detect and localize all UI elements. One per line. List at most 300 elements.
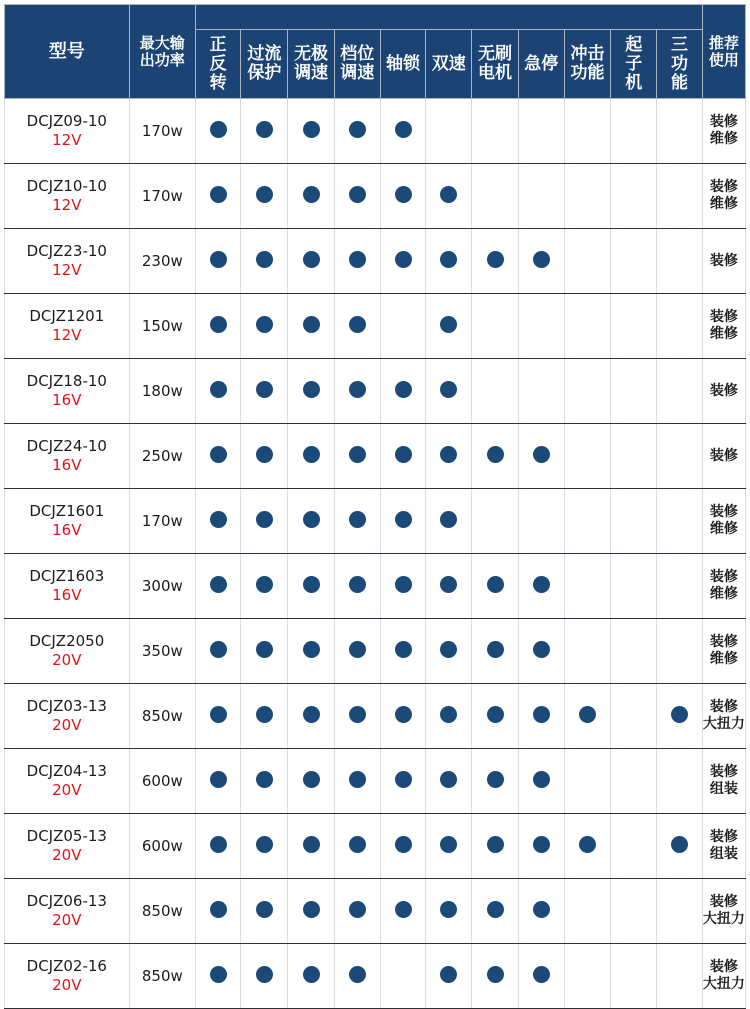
power-cell: 170w xyxy=(129,99,195,164)
table-row xyxy=(5,164,746,229)
feature-cell xyxy=(241,814,288,879)
feature-cell xyxy=(426,489,472,554)
feature-cell xyxy=(611,489,657,554)
feature-cell xyxy=(657,619,702,684)
feature-header xyxy=(472,30,518,99)
feature-header-label: 急停 xyxy=(524,53,559,74)
feature-cell xyxy=(334,359,380,424)
feature-cell xyxy=(241,879,288,944)
feature-dot-icon xyxy=(349,836,366,853)
feature-cell xyxy=(518,684,564,749)
recommend-cell: 装修 维修 xyxy=(702,619,745,684)
feature-dot-icon xyxy=(256,186,273,203)
feature-header-label: 双速 xyxy=(431,53,466,74)
feature-dot-icon xyxy=(395,706,412,723)
feature-cell xyxy=(288,944,334,1009)
model-name: DCJZ23-10 xyxy=(26,242,107,260)
feature-cell xyxy=(518,814,564,879)
feature-cell xyxy=(472,294,518,359)
feature-dot-icon xyxy=(671,836,688,853)
feature-dot-icon xyxy=(349,121,366,138)
feature-cell xyxy=(241,99,288,164)
feature-dot-icon xyxy=(349,446,366,463)
feature-dot-icon xyxy=(440,186,457,203)
feature-dot-icon xyxy=(210,381,227,398)
feature-dot-icon xyxy=(395,576,412,593)
model-cell xyxy=(5,749,130,814)
feature-cell xyxy=(564,294,610,359)
feature-cell xyxy=(380,814,425,879)
feature-cell xyxy=(611,814,657,879)
feature-dot-icon xyxy=(395,901,412,918)
feature-cell xyxy=(426,99,472,164)
feature-cell xyxy=(334,749,380,814)
feature-cell xyxy=(334,619,380,684)
feature-cell xyxy=(564,619,610,684)
feature-dot-icon xyxy=(440,381,457,398)
model-cell xyxy=(5,164,130,229)
model-cell xyxy=(5,879,130,944)
feature-cell xyxy=(518,99,564,164)
feature-cell xyxy=(518,164,564,229)
feature-dot-icon xyxy=(256,446,273,463)
feature-cell xyxy=(334,814,380,879)
feature-dot-icon xyxy=(303,836,320,853)
feature-dot-icon xyxy=(256,316,273,333)
feature-cell xyxy=(241,229,288,294)
feature-cell xyxy=(518,944,564,1009)
table-body xyxy=(5,99,746,1009)
feature-cell xyxy=(657,294,702,359)
feature-dot-icon xyxy=(303,576,320,593)
feature-cell xyxy=(334,424,380,489)
feature-dot-icon xyxy=(487,641,504,658)
feature-cell xyxy=(657,359,702,424)
voltage-label: 20V xyxy=(52,651,82,669)
feature-cell xyxy=(518,554,564,619)
feature-dot-icon xyxy=(256,901,273,918)
feature-dot-icon xyxy=(303,251,320,268)
feature-cell xyxy=(241,164,288,229)
feature-cell xyxy=(611,424,657,489)
model-cell xyxy=(5,99,130,164)
model-name: DCJZ10-10 xyxy=(26,177,107,195)
model-name: DCJZ18-10 xyxy=(26,372,107,390)
feature-dot-icon xyxy=(349,641,366,658)
feature-dot-icon xyxy=(349,576,366,593)
feature-cell xyxy=(472,359,518,424)
feature-dot-icon xyxy=(395,836,412,853)
model-cell xyxy=(5,229,130,294)
feature-cell xyxy=(426,684,472,749)
feature-dot-icon xyxy=(303,121,320,138)
feature-dot-icon xyxy=(440,641,457,658)
feature-cell xyxy=(334,554,380,619)
recommend-cell: 装修 维修 xyxy=(702,99,745,164)
feature-header xyxy=(657,30,702,99)
feature-cell xyxy=(518,294,564,359)
feature-dot-icon xyxy=(349,901,366,918)
feature-dot-icon xyxy=(210,836,227,853)
feature-cell xyxy=(611,944,657,1009)
feature-dot-icon xyxy=(210,706,227,723)
feature-cell xyxy=(288,554,334,619)
feature-dot-icon xyxy=(256,121,273,138)
feature-header xyxy=(334,30,380,99)
feature-dot-icon xyxy=(210,121,227,138)
feature-cell xyxy=(195,814,240,879)
power-cell: 180w xyxy=(129,359,195,424)
feature-cell xyxy=(611,164,657,229)
feature-dot-icon xyxy=(349,706,366,723)
feature-cell xyxy=(334,229,380,294)
feature-cell xyxy=(334,164,380,229)
feature-cell xyxy=(380,944,425,1009)
feature-cell xyxy=(241,424,288,489)
model-cell xyxy=(5,294,130,359)
feature-header-label: 档位 调速 xyxy=(340,44,375,83)
feature-dot-icon xyxy=(210,316,227,333)
feature-header-label: 无刷 电机 xyxy=(478,44,512,83)
feature-cell xyxy=(518,619,564,684)
recommend-cell: 装修 维修 xyxy=(702,554,745,619)
feature-header xyxy=(426,30,472,99)
feature-header-label: 冲击 功能 xyxy=(570,44,605,83)
feature-cell xyxy=(564,554,610,619)
power-cell: 850w xyxy=(129,684,195,749)
table-row xyxy=(5,814,746,879)
feature-cell xyxy=(195,879,240,944)
model-name: DCJZ05-13 xyxy=(26,827,107,845)
model-name: DCJZ1201 xyxy=(29,307,105,325)
power-cell: 600w xyxy=(129,749,195,814)
feature-cell xyxy=(380,229,425,294)
feature-dot-icon xyxy=(533,706,550,723)
feature-cell xyxy=(380,684,425,749)
power-cell: 150w xyxy=(129,294,195,359)
power-cell: 170w xyxy=(129,489,195,554)
feature-dot-icon xyxy=(440,251,457,268)
feature-cell xyxy=(657,99,702,164)
feature-header xyxy=(380,30,425,99)
feature-cell xyxy=(426,879,472,944)
recommend-cell: 装修 组装 xyxy=(702,749,745,814)
feature-dot-icon xyxy=(303,186,320,203)
feature-cell xyxy=(288,99,334,164)
feature-cell xyxy=(380,424,425,489)
feature-cell xyxy=(472,554,518,619)
feature-cell xyxy=(657,554,702,619)
feature-cell xyxy=(611,294,657,359)
feature-dot-icon xyxy=(210,251,227,268)
feature-cell xyxy=(241,489,288,554)
feature-dot-icon xyxy=(210,576,227,593)
feature-cell xyxy=(472,489,518,554)
feature-cell xyxy=(334,99,380,164)
table-row xyxy=(5,619,746,684)
feature-dot-icon xyxy=(349,511,366,528)
power-cell: 350w xyxy=(129,619,195,684)
feature-dot-icon xyxy=(256,511,273,528)
feature-cell xyxy=(472,424,518,489)
voltage-label: 16V xyxy=(52,456,82,474)
feature-cell xyxy=(380,489,425,554)
feature-dot-icon xyxy=(303,446,320,463)
feature-dot-icon xyxy=(303,706,320,723)
recommend-cell: 装修 xyxy=(702,359,745,424)
feature-cell xyxy=(195,619,240,684)
feature-cell xyxy=(472,684,518,749)
feature-cell xyxy=(380,294,425,359)
table-row xyxy=(5,229,746,294)
feature-cell xyxy=(657,164,702,229)
feature-cell xyxy=(241,359,288,424)
feature-cell xyxy=(657,489,702,554)
feature-dot-icon xyxy=(395,771,412,788)
feature-dot-icon xyxy=(533,836,550,853)
feature-cell xyxy=(472,619,518,684)
feature-cell xyxy=(195,99,240,164)
feature-cell xyxy=(472,749,518,814)
feature-dot-icon xyxy=(533,771,550,788)
feature-cell xyxy=(334,879,380,944)
feature-header-label: 三 功 能 xyxy=(671,34,689,93)
voltage-label: 20V xyxy=(52,976,82,994)
feature-cell xyxy=(472,99,518,164)
feature-cell xyxy=(611,749,657,814)
feature-dot-icon xyxy=(533,966,550,983)
feature-dot-icon xyxy=(487,251,504,268)
feature-cell xyxy=(657,814,702,879)
feature-dot-icon xyxy=(303,901,320,918)
voltage-label: 20V xyxy=(52,716,82,734)
feature-header xyxy=(564,30,610,99)
feature-dot-icon xyxy=(440,706,457,723)
feature-cell xyxy=(472,164,518,229)
feature-dot-icon xyxy=(395,251,412,268)
feature-cell xyxy=(195,424,240,489)
voltage-label: 12V xyxy=(52,131,82,149)
feature-cell xyxy=(380,749,425,814)
feature-cell xyxy=(288,814,334,879)
feature-cell xyxy=(288,294,334,359)
feature-dot-icon xyxy=(303,966,320,983)
feature-dot-icon xyxy=(487,966,504,983)
feature-cell xyxy=(564,489,610,554)
feature-cell xyxy=(195,359,240,424)
feature-cell xyxy=(426,424,472,489)
feature-cell xyxy=(564,424,610,489)
feature-cell xyxy=(611,554,657,619)
table-row xyxy=(5,294,746,359)
feature-dot-icon xyxy=(210,966,227,983)
table-row xyxy=(5,944,746,1009)
feature-cell xyxy=(241,684,288,749)
feature-header-label: 正 反 转 xyxy=(209,34,227,93)
feature-cell xyxy=(195,749,240,814)
feature-cell xyxy=(611,229,657,294)
recommend-cell: 装修 xyxy=(702,424,745,489)
feature-dot-icon xyxy=(487,706,504,723)
feature-cell xyxy=(472,879,518,944)
recommend-cell: 装修 大扭力 xyxy=(702,944,745,1009)
voltage-label: 20V xyxy=(52,911,82,929)
spec-table xyxy=(4,4,746,1009)
recommend-cell: 装修 xyxy=(702,229,745,294)
feature-cell xyxy=(288,229,334,294)
feature-header xyxy=(611,30,657,99)
feature-cell xyxy=(518,424,564,489)
voltage-label: 16V xyxy=(52,521,82,539)
table-row xyxy=(5,879,746,944)
feature-cell xyxy=(564,749,610,814)
feature-header xyxy=(518,30,564,99)
feature-cell xyxy=(564,814,610,879)
feature-cell xyxy=(380,164,425,229)
feature-cell xyxy=(518,879,564,944)
feature-header xyxy=(288,30,334,99)
feature-dot-icon xyxy=(487,771,504,788)
feature-dot-icon xyxy=(256,381,273,398)
feature-cell xyxy=(288,489,334,554)
model-name: DCJZ1603 xyxy=(29,567,105,585)
voltage-label: 12V xyxy=(52,326,82,344)
feature-dot-icon xyxy=(440,836,457,853)
feature-cell xyxy=(426,944,472,1009)
features-header-band xyxy=(195,5,702,30)
feature-cell xyxy=(195,164,240,229)
feature-dot-icon xyxy=(210,446,227,463)
feature-cell xyxy=(564,359,610,424)
model-name: DCJZ04-13 xyxy=(26,762,107,780)
recommend-header: 推荐 使用 xyxy=(702,5,745,99)
model-name: DCJZ2050 xyxy=(29,632,105,650)
feature-dot-icon xyxy=(395,121,412,138)
power-cell: 300w xyxy=(129,554,195,619)
feature-header-label: 无极 调速 xyxy=(294,44,329,83)
feature-cell xyxy=(288,619,334,684)
feature-cell xyxy=(334,944,380,1009)
voltage-label: 12V xyxy=(52,196,82,214)
feature-cell xyxy=(657,424,702,489)
feature-dot-icon xyxy=(440,576,457,593)
power-cell: 850w xyxy=(129,944,195,1009)
table-row xyxy=(5,489,746,554)
feature-header-label: 起 子 机 xyxy=(625,34,643,93)
voltage-label: 12V xyxy=(52,261,82,279)
model-name: DCJZ02-16 xyxy=(26,957,107,975)
feature-cell xyxy=(426,294,472,359)
feature-cell xyxy=(288,684,334,749)
feature-dot-icon xyxy=(533,446,550,463)
feature-dot-icon xyxy=(440,966,457,983)
recommend-cell: 装修 组装 xyxy=(702,814,745,879)
feature-dot-icon xyxy=(210,641,227,658)
feature-dot-icon xyxy=(440,446,457,463)
feature-cell xyxy=(334,294,380,359)
feature-dot-icon xyxy=(256,771,273,788)
feature-cell xyxy=(241,619,288,684)
feature-cell xyxy=(195,489,240,554)
table-row xyxy=(5,424,746,489)
feature-cell xyxy=(288,164,334,229)
feature-cell xyxy=(426,814,472,879)
feature-dot-icon xyxy=(671,706,688,723)
model-header: 型号 xyxy=(5,5,130,99)
table-row xyxy=(5,359,746,424)
feature-cell xyxy=(564,684,610,749)
feature-dot-icon xyxy=(395,511,412,528)
feature-cell xyxy=(195,944,240,1009)
power-cell: 600w xyxy=(129,814,195,879)
table-row xyxy=(5,684,746,749)
feature-cell xyxy=(657,229,702,294)
feature-dot-icon xyxy=(256,251,273,268)
feature-dot-icon xyxy=(579,836,596,853)
feature-dot-icon xyxy=(395,446,412,463)
feature-dot-icon xyxy=(303,381,320,398)
feature-cell xyxy=(380,359,425,424)
feature-cell xyxy=(611,619,657,684)
feature-dot-icon xyxy=(533,251,550,268)
feature-dot-icon xyxy=(395,186,412,203)
recommend-cell: 装修 大扭力 xyxy=(702,684,745,749)
feature-dot-icon xyxy=(440,901,457,918)
voltage-label: 16V xyxy=(52,586,82,604)
feature-dot-icon xyxy=(210,511,227,528)
feature-dot-icon xyxy=(487,836,504,853)
feature-cell xyxy=(241,749,288,814)
feature-dot-icon xyxy=(440,771,457,788)
feature-cell xyxy=(657,879,702,944)
feature-dot-icon xyxy=(579,706,596,723)
model-cell xyxy=(5,424,130,489)
feature-dot-icon xyxy=(256,641,273,658)
feature-cell xyxy=(380,619,425,684)
feature-cell xyxy=(195,229,240,294)
feature-dot-icon xyxy=(256,966,273,983)
recommend-cell: 装修 维修 xyxy=(702,294,745,359)
feature-cell xyxy=(195,684,240,749)
feature-dot-icon xyxy=(395,381,412,398)
feature-dot-icon xyxy=(210,901,227,918)
feature-cell xyxy=(426,619,472,684)
feature-cell xyxy=(426,229,472,294)
feature-dot-icon xyxy=(349,186,366,203)
feature-cell xyxy=(288,749,334,814)
model-name: DCJZ1601 xyxy=(29,502,105,520)
feature-dot-icon xyxy=(303,316,320,333)
feature-header xyxy=(241,30,288,99)
model-cell xyxy=(5,359,130,424)
feature-cell xyxy=(241,944,288,1009)
feature-cell xyxy=(426,359,472,424)
feature-dot-icon xyxy=(395,641,412,658)
feature-cell xyxy=(611,879,657,944)
feature-dot-icon xyxy=(349,251,366,268)
table-row xyxy=(5,99,746,164)
feature-dot-icon xyxy=(256,576,273,593)
model-name: DCJZ03-13 xyxy=(26,697,107,715)
power-cell: 850w xyxy=(129,879,195,944)
feature-cell xyxy=(472,814,518,879)
table-header xyxy=(5,5,746,99)
feature-cell xyxy=(288,879,334,944)
feature-cell xyxy=(611,359,657,424)
feature-cell xyxy=(472,944,518,1009)
feature-dot-icon xyxy=(303,511,320,528)
model-cell xyxy=(5,619,130,684)
